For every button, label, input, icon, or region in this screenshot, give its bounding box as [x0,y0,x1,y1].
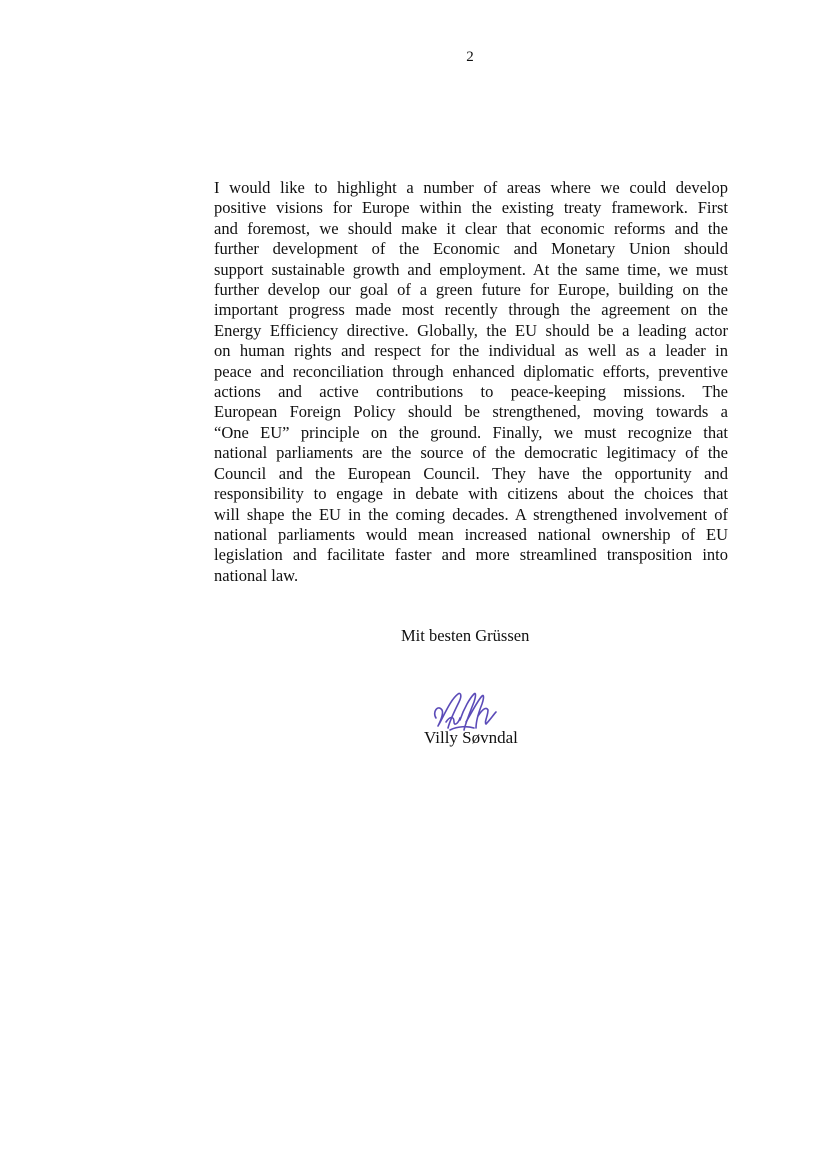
body-line: on human rights and respect for the individual as well as a leader in [214,341,728,361]
body-line: positive visions for Europe within the existing treaty framework. First [214,198,728,218]
body-line: “One EU” principle on the ground. Finally, we must recognize that [214,422,728,442]
body-line: responsibility to engage in debate with citizens about the choices that [214,484,728,504]
body-line: Energy Efficiency directive. Globally, the EU should be a leading actor [214,320,728,340]
body-line: important progress made most recently through the agreement on the [214,300,728,320]
body-line: Council and the European Council. They have the opportunity and [214,463,728,483]
body-line: I would like to highlight a number of areas where we could develop [214,178,728,197]
body-line: national parliaments would mean increased national ownership of EU [214,524,728,544]
body-line: further development of the Economic and Monetary Union should [214,239,728,259]
body-line: actions and active contributions to peace-keeping missions. The [214,382,728,402]
body-line: and foremost, we should make it clear that economic reforms and the [214,218,728,238]
body-line: legislation and facilitate faster and more streamlined transposition into [214,545,728,565]
signature-block [416,686,556,756]
body-line: national parliaments are the source of the democratic legitimacy of the [214,443,728,463]
signer-name: Villy Søvndal [424,728,518,747]
closing-salutation: Mit besten Grüssen [401,626,530,645]
body-line: further develop our goal of a green future for Europe, building on the [214,280,728,300]
body-line: peace and reconciliation through enhanced diplomatic efforts, preventive [214,361,728,381]
body-line: support sustainable growth and employment. At the same time, we must [214,259,728,279]
body-line: national law. [214,565,299,585]
body-line: will shape the EU in the coming decades. A strengthened involvement of [214,504,728,524]
body-line: European Foreign Policy should be strengthened, moving towards a [214,402,728,422]
letter-body [214,178,728,586]
page-number: 2 [466,49,474,65]
